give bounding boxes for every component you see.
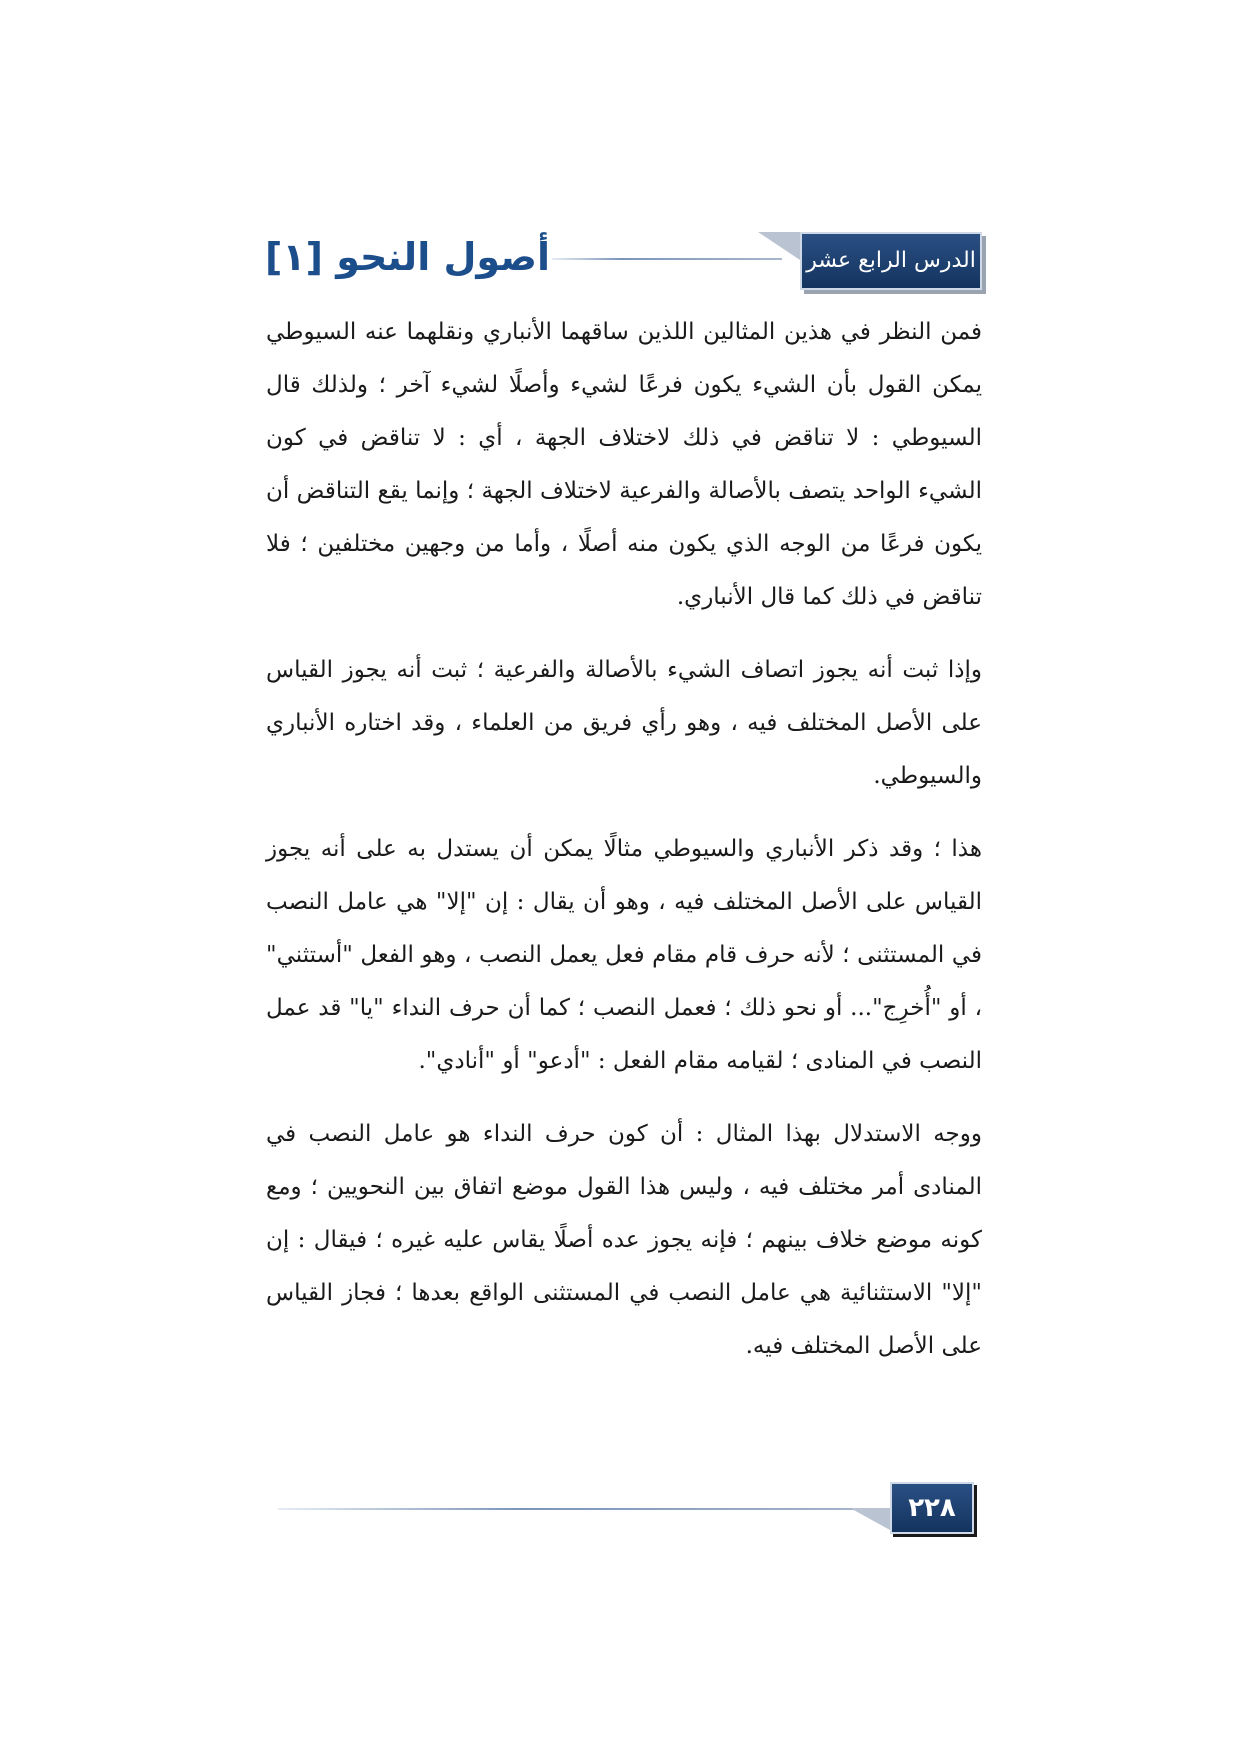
page-header [265, 232, 982, 290]
footer-rule [278, 1508, 890, 1510]
header-rule [552, 258, 782, 260]
paragraph: وإذا ثبت أنه يجوز اتصاف الشيء بالأصالة والفرعية ؛ ثبت أنه يجوز القياس على الأصل المختلف فيه ، وهو رأي فريق من العلماء ، وقد اختاره الأنباري والسيوطي. [266, 657, 982, 789]
paragraph: ووجه الاستدلال بهذا المثال : أن كون حرف النداء هو عامل النصب في المنادى أمر مختلف فيه ، وليس هذا القول موضع اتفاق بين النحويين ؛ ومع كونه موضع خلاف بينهم ؛ فإنه يجوز عده أصلًا يقاس عليه غيره ؛ فيقال : إن "إلا" الاستثنائية هي عامل النصب في المستثنى الواقع بعدها ؛ فجاز القياس على الأصل المختلف فيه. [266, 1121, 982, 1359]
chapter-title: أصول النحو [١] [265, 235, 550, 279]
paragraph: فمن النظر في هذين المثالين اللذين ساقهما الأنباري ونقلهما عنه السيوطي يمكن القول بأن الشيء يكون فرعًا لشيء وأصلًا لشيء آخر ؛ ولذلك قال السيوطي : لا تناقض في ذلك لاختلاف الجهة ، أي : لا تناقض في كون الشيء الواحد يتصف بالأصالة والفرعية لاختلاف الجهة ؛ وإنما يقع التناقض أن يكون فرعًا من الوجه الذي يكون منه أصلًا ، وأما من وجهين مختلفين ؛ فلا تناقض في ذلك كما قال الأنباري. [266, 319, 982, 610]
body-text [266, 306, 982, 1393]
lesson-label: الدرس الرابع عشر [800, 232, 982, 290]
page-number: ٢٢٨ [890, 1482, 974, 1534]
footer-tab-shadow [850, 1508, 890, 1530]
paragraph: هذا ؛ وقد ذكر الأنباري والسيوطي مثالًا يمكن أن يستدل به على أنه يجوز القياس على الأصل المختلف فيه ، وهو أن يقال : إن "إلا" هي عامل النصب في المستثنى ؛ لأنه حرف قام مقام فعل يعمل النصب ، وهو الفعل "أستثني" ، أو "أُخرِج"... أو نحو ذلك ؛ فعمل النصب ؛ كما أن حرف النداء "يا" قد عمل النصب في المنادى ؛ لقيامه مقام الفعل : "أدعو" أو "أنادي". [266, 836, 982, 1074]
header-tab-shadow [758, 232, 800, 260]
page-footer [278, 1482, 974, 1534]
